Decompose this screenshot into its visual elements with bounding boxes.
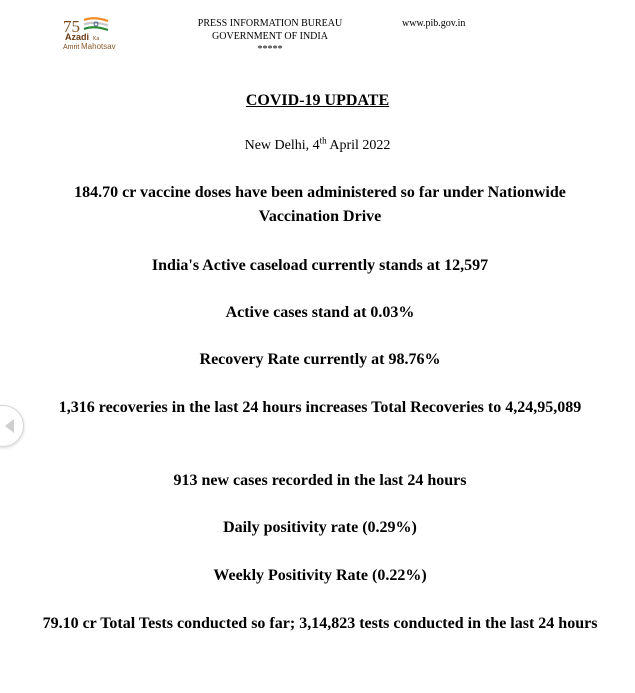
logo-text-azadi: Azadi bbox=[65, 32, 90, 42]
logo-text-amrit: Amrit bbox=[63, 44, 80, 51]
dateline bbox=[0, 135, 635, 154]
header-stars: ***** bbox=[257, 44, 283, 55]
headline-new-cases: 913 new cases recorded in the last 24 hours bbox=[173, 472, 467, 489]
headline-daily-positivity: Daily positivity rate (0.29%) bbox=[223, 519, 417, 536]
headline-recoveries: 1,316 recoveries in the last 24 hours increases Total Recoveries to 4,24,95,089 bbox=[58, 399, 582, 416]
dateline-place: New Delhi, 4 bbox=[244, 138, 320, 153]
headline-vaccine-doses: 184.70 cr vaccine doses have been administered so far under Nationwide Vaccination Drive bbox=[74, 184, 566, 225]
logo-numeral: 75 bbox=[63, 17, 80, 36]
headline-recovery-rate: Recovery Rate currently at 98.76% bbox=[199, 351, 441, 368]
dateline-date: April 2022 bbox=[326, 138, 391, 153]
chevron-left-icon bbox=[5, 419, 14, 433]
headline-weekly-positivity: Weekly Positivity Rate (0.22%) bbox=[213, 567, 427, 584]
website-url: www.pib.gov.in bbox=[402, 18, 466, 29]
bureau-name: PRESS INFORMATION BUREAU bbox=[197, 18, 343, 29]
logo-text-mahotsav: Mahotsav bbox=[81, 42, 116, 51]
logo-text-ka: Ka bbox=[93, 36, 100, 42]
previous-page-button[interactable] bbox=[0, 405, 24, 447]
bureau-header bbox=[160, 17, 380, 56]
headline-total-tests: 79.10 cr Total Tests conducted so far; 3,14,823 tests conducted in the last 24 hours bbox=[42, 615, 598, 632]
headline-active-caseload: India's Active caseload currently stands at 12,597 bbox=[151, 257, 489, 274]
dateline-ordinal: th bbox=[319, 135, 327, 146]
document-title: COVID-19 UPDATE bbox=[245, 92, 390, 109]
azadi-ka-amrit-mahotsav-logo bbox=[60, 16, 132, 56]
government-name: GOVERNMENT OF INDIA bbox=[212, 31, 328, 42]
headline-active-cases-percent: Active cases stand at 0.03% bbox=[225, 304, 415, 321]
